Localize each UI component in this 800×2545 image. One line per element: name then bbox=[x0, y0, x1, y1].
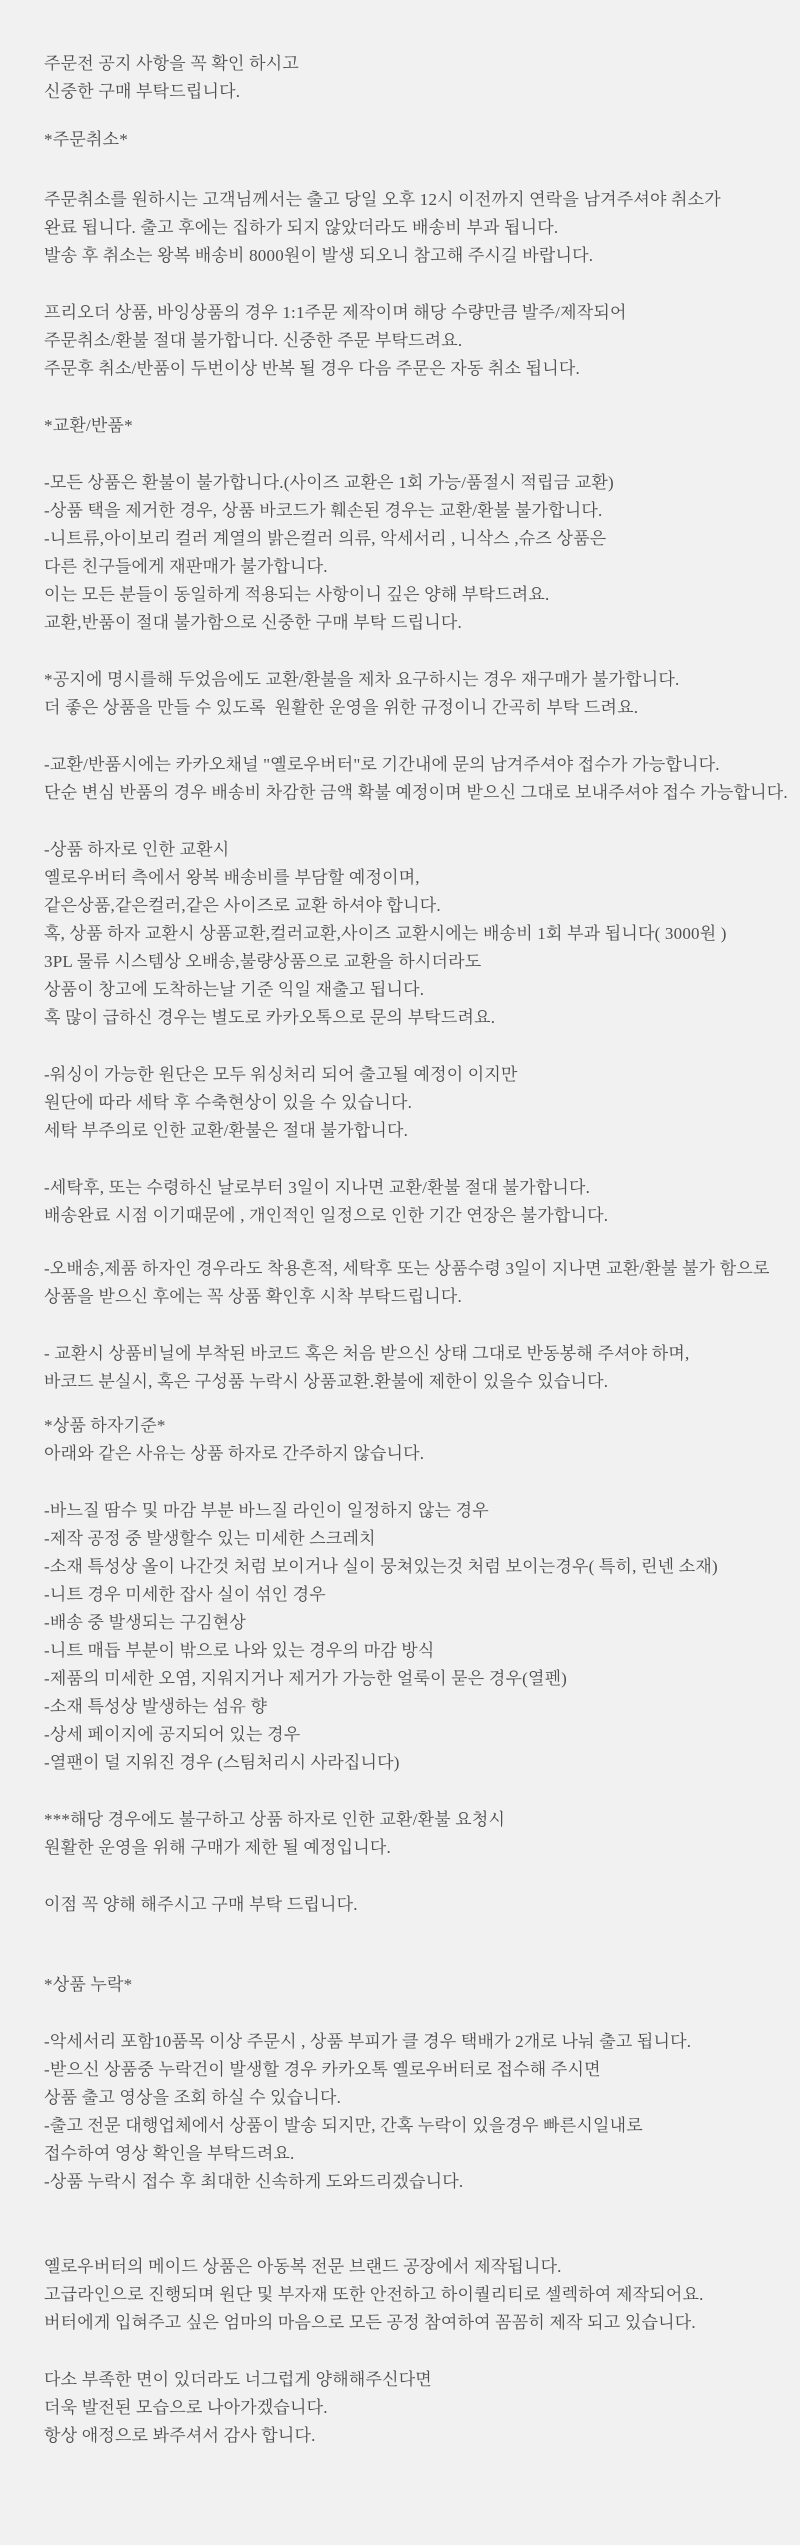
text-line: 옐로우버터의 메이드 상품은 아동복 전문 브랜드 공장에서 제작됩니다. bbox=[44, 2257, 562, 2276]
text-line: -출고 전문 대행업체에서 상품이 발송 되지만, 간혹 누락이 있을경우 빠른시일내로 bbox=[44, 2116, 643, 2135]
text-line: 혹 많이 급하신 경우는 별도로 카카오톡으로 문의 부탁드려요. bbox=[44, 1008, 496, 1027]
heading-order-cancel bbox=[44, 126, 790, 154]
barcode-return-packing bbox=[44, 1340, 790, 1396]
text-line: *상품 하자기준* bbox=[44, 1416, 166, 1435]
made-product-info bbox=[44, 2253, 790, 2337]
text-line: 교환,반품이 절대 불가함으로 신중한 구매 부탁 드립니다. bbox=[44, 613, 462, 632]
text-line: -상품 하자로 인한 교환시 bbox=[44, 840, 230, 859]
order-cancel-deadline bbox=[44, 186, 790, 270]
text-line: -소재 특성상 올이 나간것 처럼 보이거나 실이 뭉쳐있는것 처럼 보이는경우( 특히, 린넨 소재) bbox=[44, 1557, 718, 1576]
text-line: -바느질 땀수 및 마감 부분 바느질 라인이 일정하지 않는 경우 bbox=[44, 1501, 489, 1520]
text-line: -받으신 상품중 누락건이 발생할 경우 카카오톡 옐로우버터로 접수해 주시면 bbox=[44, 2060, 601, 2079]
text-line: 상품 출고 영상을 조회 하실 수 있습니다. bbox=[44, 2088, 342, 2107]
text-line: 더 좋은 상품을 만들 수 있도록 원활한 운영을 위한 규정이니 간곡히 부탁 드려요. bbox=[44, 698, 639, 717]
heading-missing-items bbox=[44, 1971, 790, 1999]
defect-exchange-policy bbox=[44, 836, 790, 1032]
final-request bbox=[44, 1891, 790, 1919]
text-line: 단순 변심 반품의 경우 배송비 차감한 금액 확불 예정이며 받으신 그대로 보내주셔야 접수 가능합니다. bbox=[44, 783, 788, 802]
text-line: -배송 중 발생되는 구김현상 bbox=[44, 1613, 247, 1632]
text-line: -상품 누락시 접수 후 최대한 신속하게 도와드리겠습니다. bbox=[44, 2172, 464, 2191]
kakao-channel-receipt bbox=[44, 751, 790, 807]
text-line: 상품을 받으신 후에는 꼭 상품 확인후 시착 부탁드립니다. bbox=[44, 1287, 462, 1306]
text-line: 주문전 공지 사항을 꼭 확인 하시고 bbox=[44, 54, 299, 73]
text-line: -제작 공정 중 발생할수 있는 미세한 스크레치 bbox=[44, 1529, 376, 1548]
text-line: *상품 누락* bbox=[44, 1975, 133, 1994]
text-line: 다소 부족한 면이 있더라도 너그럽게 양해해주신다면 bbox=[44, 2370, 432, 2389]
text-line: 완료 됩니다. 출고 후에는 집하가 되지 않았더라도 배송비 부과 됩니다. bbox=[44, 218, 559, 237]
exchange-return-rules bbox=[44, 469, 790, 637]
text-line: -모든 상품은 환불이 불가합니다.(사이즈 교환은 1회 가능/품절시 적립금 교환) bbox=[44, 473, 614, 492]
text-line: 고급라인으로 진행되며 원단 및 부자재 또한 안전하고 하이퀄리티로 셀렉하여 제작되어요. bbox=[44, 2285, 704, 2304]
text-line: 혹, 상품 하자 교환시 상품교환,컬러교환,사이즈 교환시에는 배송비 1회 부과 됩니다( 3000원 ) bbox=[44, 924, 727, 943]
heading-defect-criteria bbox=[44, 1412, 790, 1468]
text-line: -세탁후, 또는 수령하신 날로부터 3일이 지나면 교환/환불 절대 불가합니다. bbox=[44, 1178, 591, 1197]
text-line: ***해당 경우에도 불구하고 상품 하자로 인한 교환/환불 요청시 bbox=[44, 1810, 506, 1829]
text-line: 더욱 발전된 모습으로 나아가겠습니다. bbox=[44, 2398, 328, 2417]
text-line: -악세서리 포함10품목 이상 주문시 , 상품 부피가 클 경우 택배가 2개로 나눠 출고 됩니다. bbox=[44, 2032, 692, 2051]
text-line: 원단에 따라 세탁 후 수축현상이 있을 수 있습니다. bbox=[44, 1093, 413, 1112]
text-line: 주문취소/환불 절대 불가합니다. 신중한 주문 부탁드려요. bbox=[44, 331, 463, 350]
text-line: 바코드 분실시, 혹은 구성품 누락시 상품교환.환불에 제한이 있을수 있습니다. bbox=[44, 1372, 609, 1391]
heading-exchange-return bbox=[44, 412, 790, 440]
missing-items-policy bbox=[44, 2028, 790, 2196]
wrong-delivery-limit bbox=[44, 1255, 790, 1311]
defect-criteria-list bbox=[44, 1497, 790, 1777]
text-line: -상품 택을 제거한 경우, 상품 바코드가 훼손된 경우는 교환/환불 불가합니다. bbox=[44, 501, 603, 520]
text-line: *교환/반품* bbox=[44, 416, 133, 435]
repurchase-restriction bbox=[44, 666, 790, 722]
text-line: -니트 경우 미세한 잡사 실이 섞인 경우 bbox=[44, 1585, 326, 1604]
text-line: 세탁 부주의로 인한 교환/환불은 절대 불가합니다. bbox=[44, 1121, 409, 1140]
text-line: -니트 매듭 부분이 밖으로 나와 있는 경우의 마감 방식 bbox=[44, 1641, 435, 1660]
text-line: *공지에 명시를해 두었음에도 교환/환불을 제차 요구하시는 경우 재구매가 불가합니다. bbox=[44, 670, 680, 689]
text-line: -워싱이 가능한 원단은 모두 워싱처리 되어 출고될 예정이 이지만 bbox=[44, 1065, 518, 1084]
text-line: 다른 친구들에게 재판매가 불가합니다. bbox=[44, 557, 328, 576]
text-line: 신중한 구매 부탁드립니다. bbox=[44, 82, 241, 101]
text-line: 옐로우버터 측에서 왕복 배송비를 부담할 예정이며, bbox=[44, 868, 420, 887]
intro-notice bbox=[44, 50, 790, 106]
text-line: *주문취소* bbox=[44, 130, 128, 149]
text-line: -교환/반품시에는 카카오채널 "옐로우버터"로 기간내에 문의 남겨주셔야 접수가 가능합니다. bbox=[44, 755, 720, 774]
text-line: - 교환시 상품비닐에 부착된 바코드 혹은 처음 받으신 상태 그대로 반동봉해 주셔야 하며, bbox=[44, 1344, 690, 1363]
text-line: -열팬이 덜 지워진 경우 (스팀처리시 사라집니다) bbox=[44, 1753, 400, 1772]
text-line: -소재 특성상 발생하는 섬유 향 bbox=[44, 1697, 268, 1716]
text-line: 주문후 취소/반품이 두번이상 반복 될 경우 다음 주문은 자동 취소 됩니다. bbox=[44, 359, 580, 378]
washing-notice bbox=[44, 1061, 790, 1145]
text-line: 상품이 창고에 도착하는날 기준 익일 재출고 됩니다. bbox=[44, 980, 425, 999]
text-line: 버터에게 입혀주고 싶은 엄마의 마음으로 모든 공정 참여하여 꼼꼼히 제작 되고 있습니다. bbox=[44, 2313, 696, 2332]
text-line: 주문취소를 원하시는 고객님께서는 출고 당일 오후 12시 이전까지 연락을 남겨주셔야 취소가 bbox=[44, 190, 721, 209]
three-day-limit bbox=[44, 1174, 790, 1230]
text-line: 3PL 물류 시스템상 오배송,불량상품으로 교환을 하시더라도 bbox=[44, 952, 482, 971]
text-line: 프리오더 상품, 바잉상품의 경우 1:1주문 제작이며 해당 수량만큼 발주/제작되어 bbox=[44, 303, 627, 322]
text-line: 같은상품,같은컬러,같은 사이즈로 교환 하셔야 합니다. bbox=[44, 896, 441, 915]
text-line: -니트류,아이보리 컬러 계열의 밝은컬러 의류, 악세서리 , 니삭스 ,슈즈 상품은 bbox=[44, 529, 607, 548]
text-line: 배송완료 시점 이기때문에 , 개인적인 일정으로 인한 기간 연장은 불가합니다. bbox=[44, 1206, 609, 1225]
text-line: 접수하여 영상 확인을 부탁드려요. bbox=[44, 2144, 295, 2163]
text-line: -제품의 미세한 오염, 지워지거나 제거가 가능한 얼룩이 묻은 경우(열펜) bbox=[44, 1669, 568, 1688]
text-line: 발송 후 취소는 왕복 배송비 8000원이 발생 되오니 참고해 주시길 바랍니다. bbox=[44, 246, 594, 265]
text-line: 이점 꼭 양해 해주시고 구매 부탁 드립니다. bbox=[44, 1895, 358, 1914]
text-line: 항상 애정으로 봐주셔서 감사 합니다. bbox=[44, 2426, 316, 2445]
text-line: 아래와 같은 사유는 상품 하자로 간주하지 않습니다. bbox=[44, 1444, 425, 1463]
text-line: 이는 모든 분들이 동일하게 적용되는 사항이니 깊은 양해 부탁드려요. bbox=[44, 585, 550, 604]
preorder-no-cancel bbox=[44, 299, 790, 383]
text-line: 원활한 운영을 위해 구매가 제한 될 예정입니다. bbox=[44, 1838, 391, 1857]
closing-message bbox=[44, 2366, 790, 2450]
text-line: -오배송,제품 하자인 경우라도 착용흔적, 세탁후 또는 상품수령 3일이 지나면 교환/환불 불가 함으로 bbox=[44, 1259, 770, 1278]
text-line: -상세 페이지에 공지되어 있는 경우 bbox=[44, 1725, 301, 1744]
purchase-restriction-warning bbox=[44, 1806, 790, 1862]
